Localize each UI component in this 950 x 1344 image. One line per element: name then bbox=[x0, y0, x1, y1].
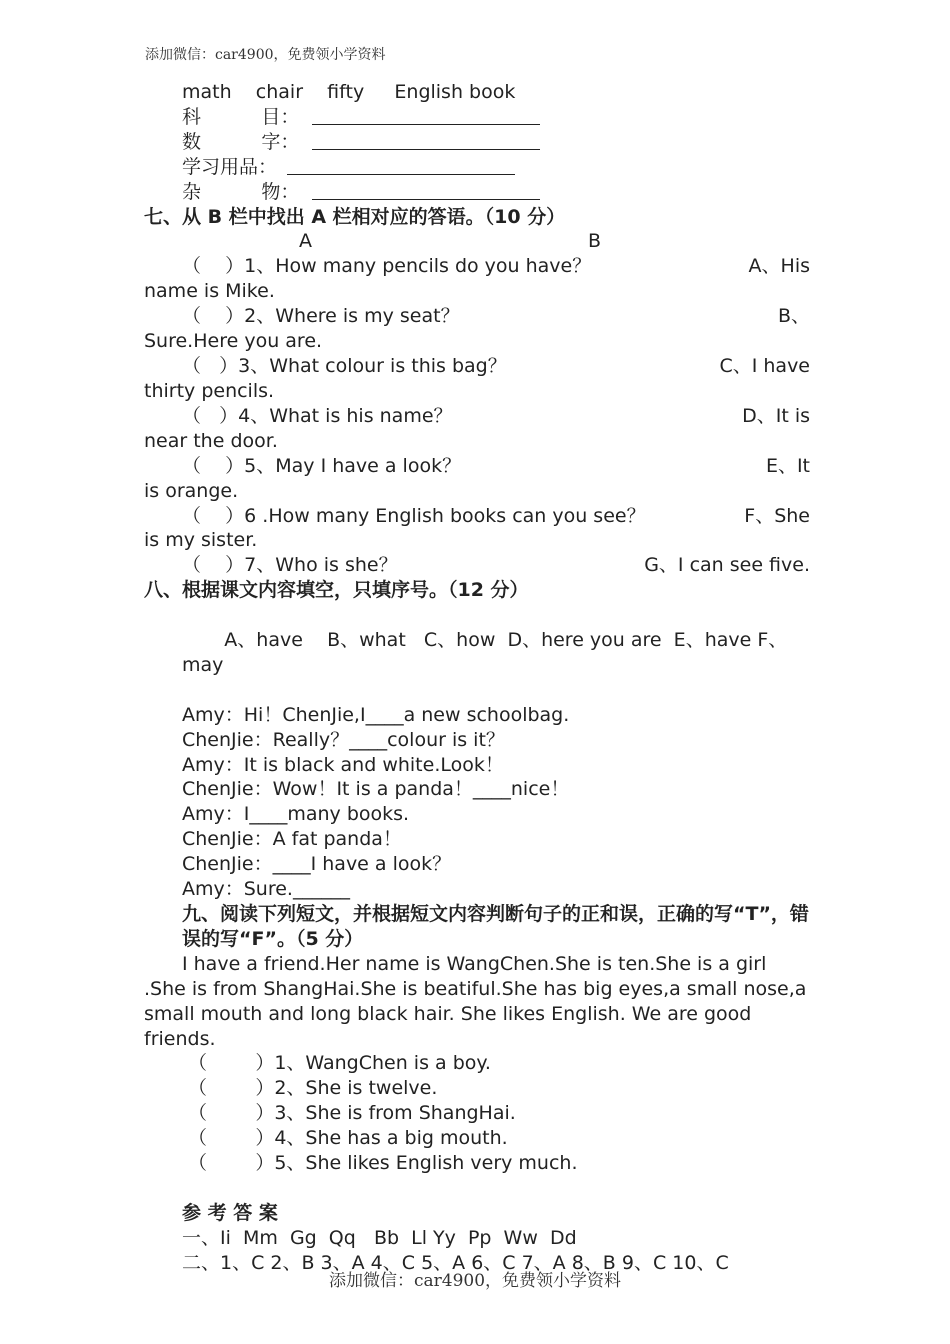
true-false-item: （ ）2、She is twelve. bbox=[188, 1077, 438, 1100]
matching-row bbox=[144, 454, 810, 479]
dialog-line: Amy：Sure.______ bbox=[182, 878, 350, 901]
true-false-item: （ ）4、She has a big mouth. bbox=[188, 1127, 508, 1150]
answer-option: F、She bbox=[744, 504, 810, 527]
answer-option: E、It bbox=[765, 454, 810, 477]
question-text: （ ）4、What is his name？ bbox=[182, 404, 453, 427]
question-text: （ ）5、May I have a look？ bbox=[182, 454, 462, 477]
options-text: A、have B、what C、how D、here you are E、have F、may bbox=[182, 629, 788, 676]
dialog-list bbox=[144, 703, 810, 902]
answer-option: D、It is bbox=[742, 404, 810, 427]
answer-option: B、 bbox=[777, 305, 810, 328]
category-label: 学习用品： bbox=[182, 155, 278, 178]
column-a-label: A bbox=[299, 230, 312, 253]
answer-blank[interactable] bbox=[312, 180, 540, 200]
reading-passage: I have a friend.Her name is WangChen.She is ten.She is a girl .She is from ShangHai.She is beatiful.She has big eyes,a small nose,a small mouth and long black hair. She likes English. We are good friends. bbox=[144, 952, 807, 1050]
question-text: （ ）7、Who is she？ bbox=[182, 554, 398, 577]
answer-key-line-1: 一、Ii Mm Gg Qq Bb Ll Yy Pp Ww Dd bbox=[182, 1226, 577, 1249]
answer-option: A、His bbox=[748, 255, 810, 278]
category-label: 杂 物： bbox=[182, 180, 300, 203]
matching-row bbox=[144, 304, 810, 329]
matching-row bbox=[144, 254, 810, 279]
page-footer: 添加微信：car4900，免费领小学资料 bbox=[328, 1271, 622, 1291]
spacer bbox=[144, 1176, 810, 1201]
section9-title: 九、阅读下列短文，并根据短文内容判断句子的正和误，正确的写“T”，错误的写“F”。（5 分） bbox=[182, 903, 809, 950]
word-list: math chair fifty English book bbox=[182, 81, 516, 103]
true-false-list bbox=[144, 1051, 810, 1176]
question-text: （ ）2、Where is my seat？ bbox=[182, 305, 460, 328]
category-label: 科 目： bbox=[182, 105, 300, 128]
matching-row bbox=[144, 504, 810, 529]
dialog-line: ChenJie：____I have a look？ bbox=[182, 853, 452, 876]
dialog-line: Amy：It is black and white.Look！ bbox=[182, 753, 504, 776]
section7-title: 七、从 B 栏中找出 A 栏相对应的答语。（10 分） bbox=[144, 205, 566, 228]
dialog-line: Amy：I____many books. bbox=[182, 803, 410, 826]
answer-key-title: 参 考 答 案 bbox=[182, 1201, 278, 1224]
answer-continuation: is orange. bbox=[144, 479, 239, 502]
matching-list bbox=[144, 254, 810, 578]
matching-row bbox=[144, 404, 810, 429]
answer-blank[interactable] bbox=[312, 130, 540, 150]
page-header: 添加微信：car4900，免费领小学资料 bbox=[145, 47, 386, 63]
answer-continuation: thirty pencils. bbox=[144, 379, 275, 402]
answer-option: C、I have bbox=[719, 355, 810, 378]
answer-option: G、I can see five. bbox=[644, 554, 810, 577]
dialog-line: ChenJie：A fat panda！ bbox=[182, 828, 402, 851]
answer-continuation: near the door. bbox=[144, 429, 278, 452]
category-row bbox=[144, 155, 810, 180]
options-line bbox=[144, 603, 810, 703]
answer-continuation: Sure.Here you are. bbox=[144, 330, 323, 353]
answer-key-line-2: 二、1、C 2、B 3、A 4、C 5、A 6、C 7、A 8、B 9、C 10、C bbox=[182, 1251, 729, 1274]
section8-title: 八、根据课文内容填空，只填序号。（12 分） bbox=[144, 579, 529, 602]
question-text: （ ）3、What colour is this bag？ bbox=[182, 355, 507, 378]
question-text: （ ）1、How many pencils do you have？ bbox=[182, 255, 592, 278]
true-false-item: （ ）5、She likes English very much. bbox=[188, 1152, 578, 1175]
true-false-item: （ ）1、WangChen is a boy. bbox=[188, 1052, 491, 1075]
category-row bbox=[144, 105, 810, 130]
true-false-item: （ ）3、She is from ShangHai. bbox=[188, 1102, 516, 1125]
category-label: 数 字： bbox=[182, 130, 300, 153]
question-text: （ ）6 .How many English books can you see？ bbox=[182, 504, 646, 527]
dialog-line: Amy：Hi！ChenJie,I____a new schoolbag. bbox=[182, 703, 570, 726]
answer-blank[interactable] bbox=[312, 105, 540, 125]
category-row bbox=[144, 180, 810, 205]
column-b-label: B bbox=[588, 230, 602, 253]
dialog-line: ChenJie：Wow！It is a panda！____nice！ bbox=[182, 778, 570, 801]
column-headers bbox=[144, 229, 810, 254]
matching-row bbox=[144, 553, 810, 578]
category-list bbox=[144, 105, 810, 205]
dialog-line: ChenJie：Really？____colour is it？ bbox=[182, 728, 505, 751]
answer-blank[interactable] bbox=[287, 155, 515, 175]
matching-row bbox=[144, 354, 810, 379]
worksheet-body bbox=[144, 80, 810, 1276]
category-row bbox=[144, 130, 810, 155]
answer-continuation: is my sister. bbox=[144, 529, 258, 552]
answer-continuation: name is Mike. bbox=[144, 280, 275, 303]
